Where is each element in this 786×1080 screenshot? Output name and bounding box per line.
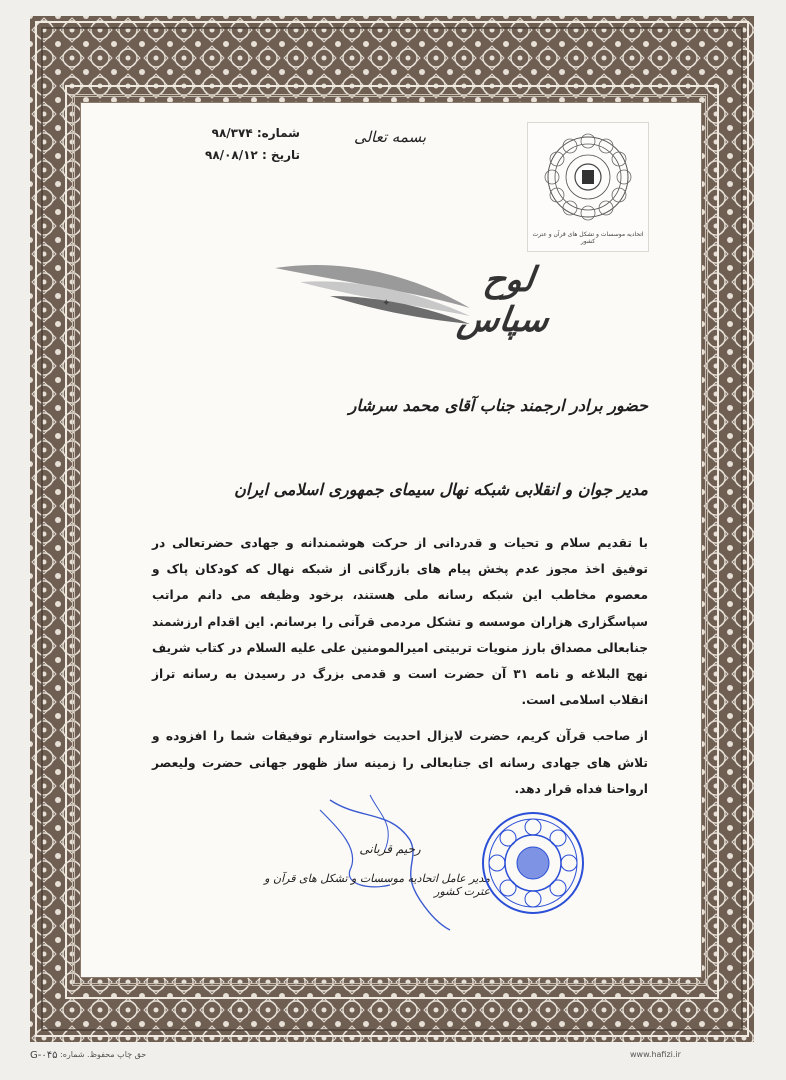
signatory-name: رحیم قربانی: [359, 842, 421, 856]
body-paragraph-2: از صاحب قرآن کریم، حضرت لایزال احدیت خواستارم توفیقات شما را افزوده و تلاش های جهادی رسانه ای جنابعالی را زمینه ساز ظهور جهانی حضرت ولیعصر ارواحنا فداه قرار دهد.: [152, 729, 648, 796]
number-value: ۹۸/۳۷۴: [211, 126, 253, 140]
handwritten-signature-icon: [300, 790, 460, 940]
certificate-title: لوح سپاس: [455, 260, 552, 340]
organization-logo: [527, 122, 649, 252]
rosette-emblem-icon: [528, 123, 648, 233]
body-paragraph-1: با تقدیم سلام و تحیات و قدردانی از حرکت هوشمندانه و جهادی حضرتعالی در توفیق اخذ مجوز عدم پخش پیام های بازرگانی از شبکه نهال که کودکان پاک و معصوم مخاطب این شبکه رسانه ملی هستند، برخود وظیفه می دانم مراتب سپاسگزاری هزاران موسسه و تشکل مردمی قرآنی را برسانم. این اقدام ارزشمند جنابعالی مصداق بارز منویات تربیتی امیرالمومنین علی علیه السلام در کتاب شریف نهج البلاغه و نامه ۳۱ آن حضرت است و قدمی بزرگ در رسیدن به رسانه تراز انقلاب اسلامی است.: [152, 536, 648, 708]
svg-text:✦: ✦: [382, 298, 391, 309]
date-value: ۹۸/۰۸/۱۲: [205, 148, 258, 162]
footer-copyright: حق چاپ محفوظ. شماره:: [60, 1050, 147, 1059]
footer-code: G-۰۴۵: [30, 1050, 58, 1061]
document-meta: [150, 126, 300, 170]
addressee-position: مدیر جوان و انقلابی شبکه نهال سیمای جمهوری اسلامی ایران: [234, 480, 648, 499]
official-stamp-icon: [478, 808, 588, 918]
footer-website: www.hafizi.ir: [630, 1050, 681, 1059]
date-row: [150, 148, 300, 162]
letter-body: [152, 530, 648, 812]
logo-caption: اتحادیه موسسات و تشکل های قرآن و عترت کشور: [532, 231, 644, 245]
signatory-title: مدیر عامل اتحادیه موسسات و تشکل های قرآن و عترت کشور: [264, 872, 490, 898]
number-label: شماره:: [256, 126, 300, 140]
invocation-text: بسمه تعالی: [353, 128, 427, 146]
date-label: تاریخ :: [261, 148, 300, 162]
number-row: [150, 126, 300, 140]
addressee-name: حضور برادر ارجمند جناب آقای محمد سرشار: [348, 396, 648, 415]
